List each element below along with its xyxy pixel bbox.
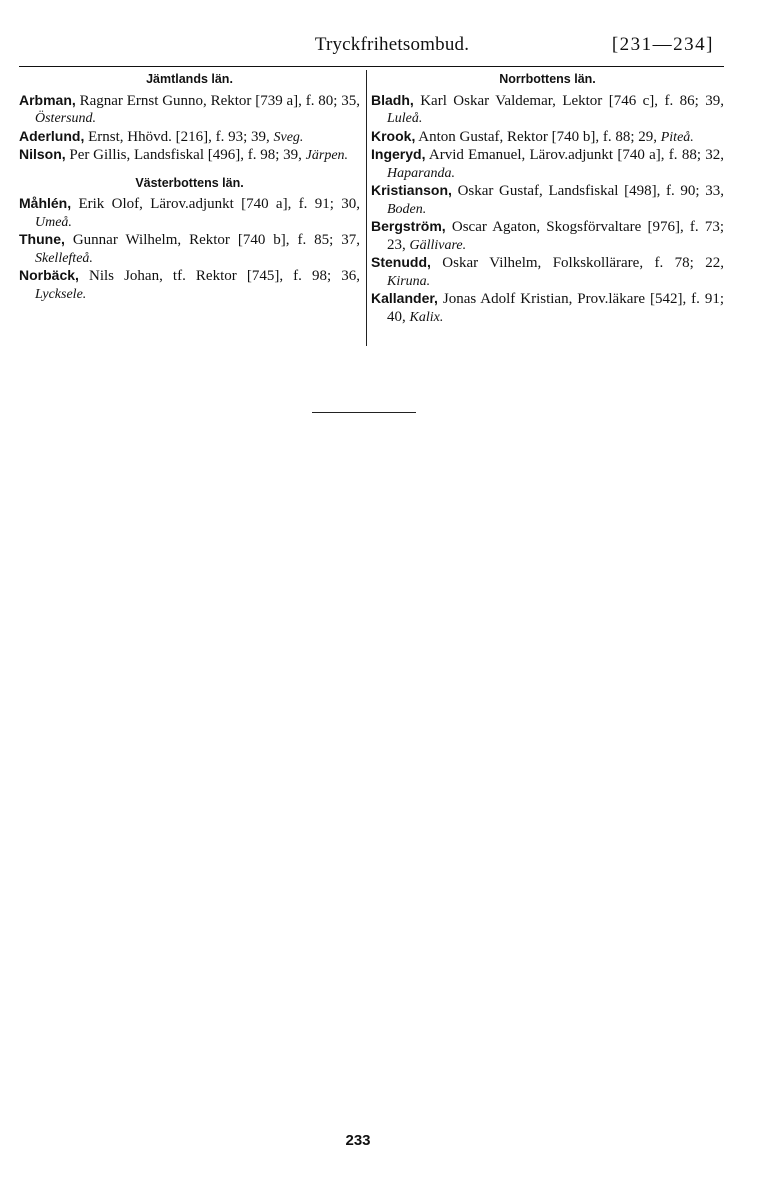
entry-aderlund (19, 128, 360, 147)
section-heading-norrbotten: Norrbottens län. (499, 72, 596, 86)
entry-surname: Stenudd, (371, 254, 431, 270)
entry-text: Ragnar Ernst Gunno, Rektor [739 a], f. 80; 35, (75, 92, 360, 109)
entry-place: Lycksele. (35, 286, 87, 302)
entry-arbman (19, 92, 360, 128)
entry-krook (371, 128, 724, 147)
entry-text: Jonas Adolf Kristian, Prov.läkare [542], f. 91; 40, (387, 291, 724, 325)
running-title: Tryckfrihetsombud. (314, 34, 470, 55)
entry-surname: Måhlén, (19, 195, 72, 211)
entry-surname: Thune, (19, 231, 65, 247)
right-column (371, 70, 724, 326)
entry-surname: Bergström, (371, 218, 446, 234)
entry-mahlen (19, 195, 360, 231)
entry-text: Karl Oskar Valdemar, Lektor [746 c], f. 86; 39, (413, 92, 724, 109)
header-rule (19, 66, 724, 67)
entry-kallander (371, 290, 724, 326)
entry-surname: Norbäck, (19, 267, 79, 283)
entry-place: Järpen. (305, 148, 349, 163)
entry-kristianson (371, 182, 724, 218)
entry-bladh (371, 92, 724, 128)
page-number: 233 (345, 1132, 371, 1149)
entry-text: Oscar Agaton, Skogsförvaltare [976], f. 73; 23, (387, 219, 724, 253)
entry-surname: Kristianson, (371, 182, 452, 198)
entry-place: Umeå. (35, 214, 72, 230)
entry-place: Haparanda. (387, 165, 456, 181)
entry-surname: Krook, (371, 127, 416, 144)
section-heading-vasterbotten: Västerbottens län. (135, 175, 244, 190)
entry-place: Östersund. (35, 111, 97, 126)
entry-norback (19, 267, 360, 303)
entry-text: Oskar Gustaf, Landsfiskal [498], f. 90; 33, (451, 183, 724, 199)
section-heading-jamtland: Jämtlands län. (146, 72, 233, 86)
entry-place: Gällivare. (409, 237, 467, 253)
entry-text: Gunnar Wilhelm, Rektor [740 b], f. 85; 37, (64, 232, 360, 248)
entry-place: Piteå. (660, 129, 694, 145)
entry-text: Anton Gustaf, Rektor [740 b], f. 88; 29, (415, 128, 661, 145)
entry-stenudd (371, 254, 724, 290)
left-column (19, 70, 360, 303)
entry-text: Nils Johan, tf. Rektor [745], f. 98; 36, (78, 268, 360, 284)
entry-text: Per Gillis, Landsfiskal [496], f. 98; 39, (65, 147, 306, 163)
entry-surname: Bladh, (371, 91, 414, 108)
entry-surname: Nilson, (19, 146, 66, 162)
entry-surname: Ingeryd, (371, 146, 426, 162)
entry-bergstrom (371, 218, 724, 254)
entry-place: Kalix. (409, 309, 444, 325)
entry-text: Oskar Vilhelm, Folkskollärare, f. 78; 22, (430, 255, 724, 271)
entry-place: Boden. (387, 201, 427, 217)
column-divider (366, 70, 367, 346)
entry-place: Sveg. (273, 129, 304, 145)
entry-ingeryd (371, 146, 724, 182)
entry-text: Arvid Emanuel, Lärov.adjunkt [740 a], f. 88; 32, (425, 147, 724, 163)
entry-surname: Kallander, (371, 290, 438, 306)
entry-thune (19, 231, 360, 267)
page-range: [231—234] (611, 34, 714, 55)
entry-text: Erik Olof, Lärov.adjunkt [740 a], f. 91; 30, (71, 196, 360, 212)
entry-surname: Arbman, (19, 91, 76, 108)
section-end-rule (312, 412, 416, 413)
entry-place: Luleå. (387, 111, 423, 126)
entry-surname: Aderlund, (19, 127, 85, 144)
entry-text: Ernst, Hhövd. [216], f. 93; 39, (84, 128, 274, 145)
entry-place: Skellefteå. (35, 250, 93, 266)
entry-place: Kiruna. (387, 273, 431, 289)
entry-nilson (19, 146, 360, 165)
